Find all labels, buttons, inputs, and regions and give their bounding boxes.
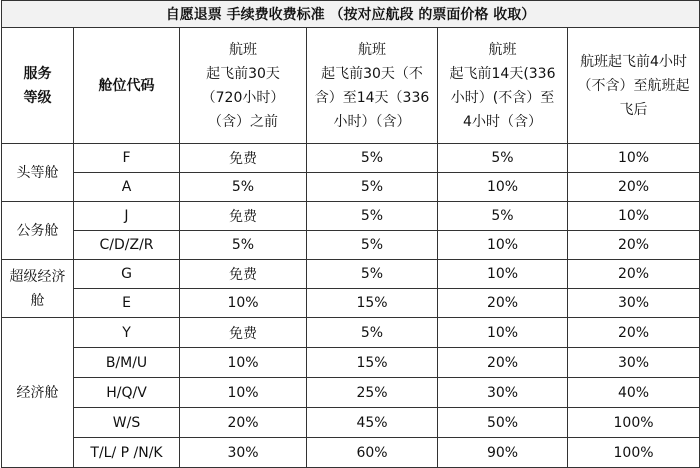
header-line: （不含）至航班起 (577, 77, 690, 94)
cabin-code-cell: H/Q/V (74, 378, 180, 408)
fee-cell: 免费 (180, 318, 307, 348)
fee-cell: 10% (438, 318, 568, 348)
cabin-code-cell: B/M/U (74, 348, 180, 378)
cabin-code-cell: G (74, 260, 180, 289)
fee-cell: 50% (438, 408, 568, 438)
fee-cell: 5% (180, 173, 307, 202)
fee-cell: 20% (568, 318, 700, 348)
header-line: 小时）（含） (333, 113, 411, 130)
cabin-code-cell: J (74, 202, 180, 231)
service-class-label: 经济舱 (16, 384, 59, 401)
header-within-4-hours (568, 28, 700, 144)
fee-cell: 5% (307, 231, 438, 260)
header-line: 航班起飞前4小时 (580, 53, 687, 70)
header-service-class (2, 28, 74, 144)
table-row (2, 260, 700, 289)
service-class-label: 公务舱 (16, 222, 59, 239)
header-line: 小时）(不含）至 (450, 89, 555, 106)
fee-cell: 30% (568, 348, 700, 378)
fee-cell: 30% (438, 378, 568, 408)
header-before-30-days (180, 28, 307, 144)
service-class-label: 舱 (30, 292, 45, 309)
header-line: 起飞前30天（不 (321, 65, 423, 82)
header-line: 航班 (229, 41, 257, 58)
service-class-cell (2, 144, 74, 202)
cabin-code-cell: W/S (74, 408, 180, 438)
header-line: （720小时） (201, 89, 285, 106)
fee-cell: 100% (568, 438, 700, 468)
fee-cell: 20% (180, 408, 307, 438)
service-class-label: 超级经济 (9, 268, 66, 285)
fee-cell: 20% (568, 260, 700, 289)
fee-cell: 5% (307, 173, 438, 202)
fee-cell: 免费 (180, 260, 307, 289)
fee-cell: 20% (438, 289, 568, 318)
header-line: 飞后 (619, 101, 648, 118)
service-class-cell (2, 260, 74, 318)
fee-cell: 10% (438, 260, 568, 289)
fee-cell: 10% (180, 378, 307, 408)
table-title: 自愿退票 手续费收费标准 （按对应航段 的票面价格 收取） (2, 1, 700, 28)
cabin-code-cell: E (74, 289, 180, 318)
service-class-label: 头等舱 (16, 164, 59, 181)
fee-cell: 25% (307, 378, 438, 408)
refund-fee-table (1, 0, 700, 468)
header-line: 起飞前14天(336 (449, 65, 556, 82)
header-service-class-line: 服务 (23, 65, 52, 82)
cabin-code-cell: A (74, 173, 180, 202)
table-row (2, 173, 700, 202)
fee-cell: 15% (307, 289, 438, 318)
fee-cell: 40% (568, 378, 700, 408)
fee-cell: 5% (438, 202, 568, 231)
fee-cell: 5% (307, 260, 438, 289)
fee-cell: 45% (307, 408, 438, 438)
fee-cell: 100% (568, 408, 700, 438)
header-30-to-14-days (307, 28, 438, 144)
table-row (2, 438, 700, 468)
fee-cell: 5% (307, 202, 438, 231)
fee-cell: 10% (568, 202, 700, 231)
fee-cell: 免费 (180, 144, 307, 173)
cabin-code-cell: Y (74, 318, 180, 348)
fee-cell: 30% (180, 438, 307, 468)
fee-cell: 10% (180, 289, 307, 318)
fee-cell: 5% (307, 318, 438, 348)
fee-cell: 15% (307, 348, 438, 378)
cabin-code-cell: F (74, 144, 180, 173)
header-line: （含）之前 (208, 113, 278, 130)
fee-cell: 免费 (180, 202, 307, 231)
cabin-code-cell: C/D/Z/R (74, 231, 180, 260)
table-row (2, 408, 700, 438)
table-row (2, 318, 700, 348)
fee-cell: 60% (307, 438, 438, 468)
service-class-cell (2, 202, 74, 260)
header-line: 航班 (488, 41, 517, 58)
header-service-class-line: 等级 (23, 89, 52, 106)
fee-cell: 90% (438, 438, 568, 468)
fee-cell: 20% (568, 231, 700, 260)
table-row (2, 348, 700, 378)
header-14-days-to-4-hours (438, 28, 568, 144)
header-cabin-code: 舱位代码 (74, 28, 180, 144)
fee-cell: 10% (568, 144, 700, 173)
table-row (2, 289, 700, 318)
header-line: 起飞前30天 (206, 65, 280, 82)
fee-cell: 5% (180, 231, 307, 260)
table-row (2, 144, 700, 173)
header-line: 航班 (358, 41, 386, 58)
fee-cell: 10% (438, 231, 568, 260)
fee-cell: 20% (568, 173, 700, 202)
header-line: 4小时（含） (463, 113, 542, 130)
fee-cell: 30% (568, 289, 700, 318)
fee-cell: 5% (307, 144, 438, 173)
fee-cell: 10% (438, 173, 568, 202)
fee-cell: 20% (438, 348, 568, 378)
table-row (2, 231, 700, 260)
header-line: 含）至14天（336 (314, 89, 430, 106)
fee-cell: 10% (180, 348, 307, 378)
cabin-code-cell: T/L/ P /N/K (74, 438, 180, 468)
fee-cell: 5% (438, 144, 568, 173)
table-row (2, 378, 700, 408)
table-row (2, 202, 700, 231)
service-class-cell (2, 318, 74, 468)
